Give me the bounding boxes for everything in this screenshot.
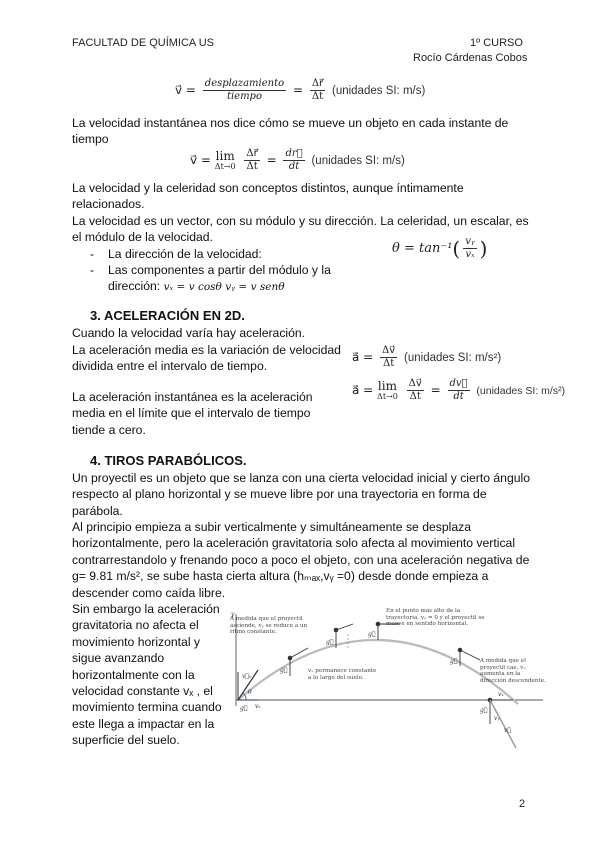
v-arrow-2 <box>336 624 353 630</box>
header-course: 1º CURSO <box>470 37 523 49</box>
label-g-1: g⃗ <box>280 667 288 674</box>
label-g-apex: g⃗ <box>368 631 376 638</box>
label-vy-landing: vᵧ <box>494 715 500 722</box>
section-4-side-text: Sin embargo la aceleración gravitatoria no afecta el movimiento horizontal y sigue avanzando horizontalmente con la velocidad constante vₓ , el movimiento termina cuando este llega a impactar en la superficie del suelo. <box>72 602 222 748</box>
list-item-direction: - La dirección de la velocidad: <box>90 247 262 261</box>
note-apex: En el punto más alto de la trayectoria, vᵧ = 0 y el proyectil se mueve en sentido horizontal. <box>386 608 485 628</box>
label-v-landing: v⃗ <box>504 727 511 734</box>
equation-instant-velocity: v⃗ = lim Δt→0 $\frac{\Delta r⃗}{\Delta t}$ = $\frac{dr⃗}{dt}$ (unidades SI: m/s) <box>190 148 405 172</box>
paragraph-instant-velocity: La velocidad instantánea nos dice cómo se mueve un objeto en cada instante de tiempo <box>72 116 509 147</box>
label-g-landing: g⃗ <box>480 707 488 714</box>
header-author: Rocío Cárdenas Cobos <box>413 52 528 64</box>
paragraph-concepts: La velocidad y la celeridad son conceptos distintos, aunque íntimamente relacionados. <box>72 181 464 212</box>
section-3-intro: Cuando la velocidad varía hay aceleración. <box>72 326 306 340</box>
label-theta: θ <box>248 689 252 696</box>
equation-theta: θ = tan⁻¹( $\frac{\text{vᵧ}}{\text{vₓ}}$ ) <box>392 236 488 261</box>
page-number: 2 <box>519 798 526 810</box>
paragraph-vector: La velocidad es un vector, con su módulo y su dirección. La celeridad, un escalar, es el módulo de la velocidad. <box>72 214 529 245</box>
section-3-instant-acceleration: La aceleración instantánea es la aceleración media en el límite que el intervalo de tiempo tiende a cero. <box>72 390 313 437</box>
note-constant-vx: vₓ permanece constante a lo largo del suelo. <box>308 668 377 681</box>
v-arrow-landing <box>490 700 516 748</box>
section-4-paragraph-2: Al principio empieza a subir verticalmente y simultáneamente se desplaza horizontalmente, pero la aceleración gravitatoria solo afecta al movimiento vertical contrarrestandolo y frenando poco a poco el objeto, con una aceleración negativa de g= 9.81 m/s², se sube hasta cierta altura (hₘₐₓ,vᵧ =0) desde donde empieza a descender como caída libre. <box>72 520 530 600</box>
v-arrow-3 <box>460 650 480 660</box>
list-item-components: - Las componentes a partir del módulo y la dirección: vₓ = v cosθ vᵧ = v senθ <box>90 263 331 294</box>
label-vx-landing: vₓ <box>498 691 504 698</box>
label-g-2: g⃗ <box>326 639 334 646</box>
section-3-mean-acceleration: La aceleración media es la variación de velocidad dividida entre el intervalo de tiempo. <box>72 343 341 374</box>
label-v0: v⃗₀ <box>242 673 252 680</box>
label-v0x: vₓ <box>255 703 261 710</box>
equation-mean-velocity: v⃗ = $\frac{\text{desplazamiento}}{\text{tiempo}}$ = $\frac{\Delta r⃗}{\Delta t}$ (unidades SI: m/s) <box>175 78 426 102</box>
note-ascending: A medida que el proyectil asciende, vᵧ se reduce a un ritmo constante. <box>230 616 308 636</box>
section-4-title: 4. TIROS PARABÓLICOS. <box>90 453 247 468</box>
label-g-3: g⃗ <box>450 658 458 665</box>
projectile-motion-diagram <box>228 608 546 758</box>
equation-mean-acceleration: a⃗ = $\frac{\Delta v⃗}{\Delta t}$ (unidades SI: m/s²) <box>352 345 502 369</box>
section-3-title: 3. ACELERACIÓN EN 2D. <box>90 308 245 323</box>
label-y: y <box>231 611 235 618</box>
section-4-paragraph-1: Un proyectil es un objeto que se lanza con una cierta velocidad inicial y cierto ángulo respecto al plano horizontal y se mueve libre por una trayectoria en forma de parábola. <box>72 471 530 518</box>
note-descending: A medida que el proyectil cae, vᵧ aumenta en la dirección descendente. <box>480 658 546 684</box>
equation-instant-acceleration: a⃗ = lim Δt→0 $\frac{\Delta v⃗}{\Delta t}$ = $\frac{dv⃗}{dt}$ (unidades SI: m/s²) <box>352 378 566 402</box>
header-faculty: FACULTAD DE QUÍMICA US <box>72 37 215 49</box>
label-g-start: g⃗ <box>240 705 248 712</box>
